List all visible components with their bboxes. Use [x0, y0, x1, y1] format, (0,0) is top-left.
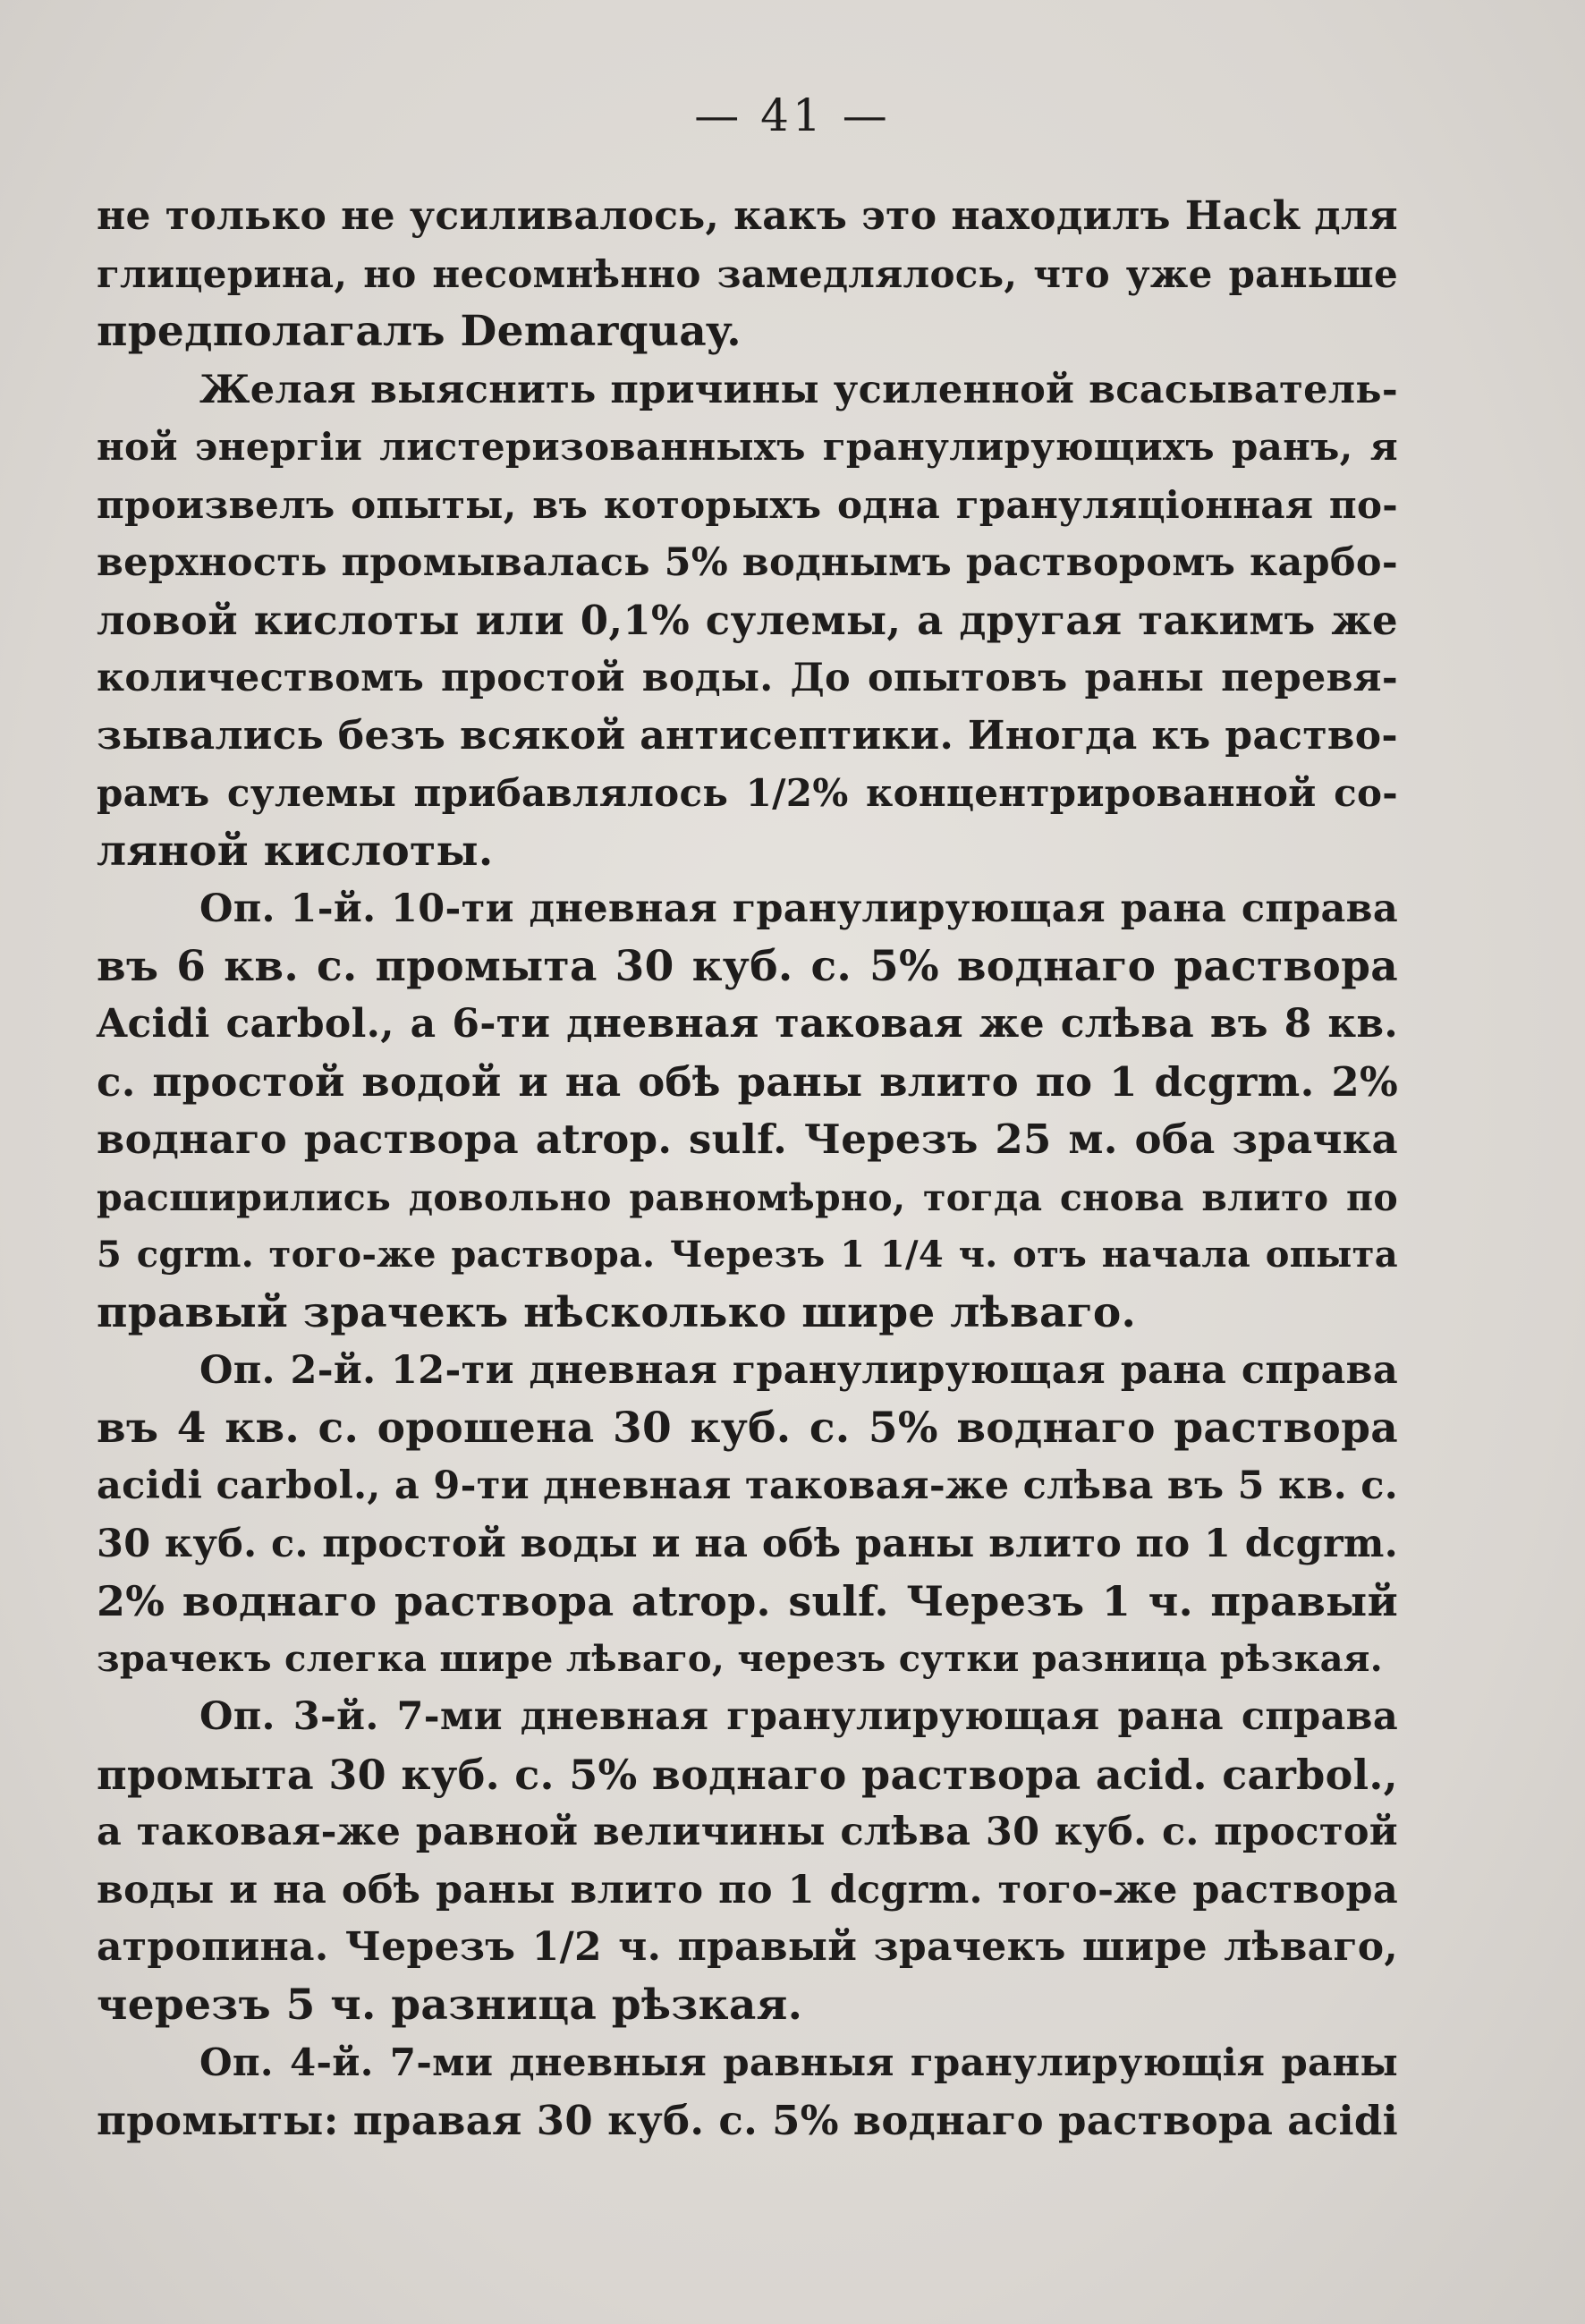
text-line: Оп. 4-й. 7-ми дневныя равныя гранулирующія раны — [199, 2040, 1398, 2084]
text-line: 2% воднаго раствора atrop. sulf. Черезъ 1 ч. правый — [97, 1577, 1398, 1625]
text-line: воднаго раствора atrop. sulf. Черезъ 25 м. оба зрачка — [97, 1115, 1398, 1163]
text-line: Оп. 1-й. 10-ти дневная гранулирующая рана справа — [199, 886, 1398, 931]
text-line: въ 4 кв. с. орошена 30 куб. с. 5% воднаго раствора — [97, 1403, 1398, 1453]
text-line: ловой кислоты или 0,1% сулемы, а другая такимъ же — [97, 596, 1398, 644]
page-number: — 41 — — [694, 89, 891, 141]
text-line: количествомъ простой воды. До опытовъ раны перевя- — [97, 656, 1398, 700]
text-line: зывались безъ всякой антисептики. Иногда къ раство- — [97, 712, 1398, 759]
text-line: 5 cgrm. того-же раствора. Черезъ 1 1/4 ч. отъ начала опыта — [97, 1234, 1398, 1276]
text-line: а таковая-же равной величины слѣва 30 куб. с. простой — [97, 1810, 1398, 1854]
text-line: произвелъ опыты, въ которыхъ одна грануляціонная по- — [97, 482, 1398, 527]
text-line: acidi carbol., а 9-ти дневная таковая-же слѣва въ 5 кв. с. — [97, 1463, 1398, 1508]
text-line: черезъ 5 ч. разница рѣзкая. — [97, 1980, 803, 2030]
text-line: ляной кислоты. — [97, 826, 494, 876]
text-line: 30 куб. с. простой воды и на обѣ раны влито по 1 dcgrm. — [97, 1521, 1398, 1566]
text-line: Acidi carbol., а 6-ти дневная таковая же слѣва въ 8 кв. — [97, 1001, 1398, 1047]
text-line: промыты: правая 30 куб. с. 5% воднаго раствора acidi — [97, 2096, 1398, 2144]
text-line: воды и на обѣ раны влито по 1 dcgrm. того-же раствора — [97, 1867, 1398, 1913]
text-line: рамъ сулемы прибавлялось 1/2% концентрированной со- — [97, 771, 1398, 815]
text-line: правый зрачекъ нѣсколько шире лѣваго. — [97, 1287, 1137, 1337]
text-line: расширились довольно равномѣрно, тогда снова влито по — [97, 1175, 1398, 1219]
text-line: Желая выяснить причины усиленной всасыватель- — [199, 367, 1398, 412]
text-line: глицерина, но несомнѣнно замедлялось, что уже раньше — [97, 251, 1398, 296]
text-line: зрачекъ слегка шире лѣваго, черезъ сутки разница рѣзкая. — [97, 1637, 1383, 1680]
text-line: с. простой водой и на обѣ раны влито по 1 dcgrm. 2% — [97, 1057, 1398, 1106]
body-text — [97, 188, 1398, 2150]
text-line: предполагалъ Demarquay. — [97, 307, 742, 356]
text-line: атропина. Черезъ 1/2 ч. правый зрачекъ шире лѣваго, — [97, 1924, 1398, 1970]
text-line: Оп. 3-й. 7-ми дневная гранулирующая рана справа — [199, 1694, 1398, 1739]
text-line: ной энергіи листеризованныхъ гранулирующихъ ранъ, я — [97, 425, 1398, 469]
text-line: въ 6 кв. с. промыта 30 куб. с. 5% воднаго раствора — [97, 941, 1398, 991]
text-line: не только не усиливалось, какъ это находилъ Hack для — [97, 193, 1398, 239]
text-line: верхность промывалась 5% воднымъ растворомъ карбо- — [97, 540, 1398, 585]
text-line: промыта 30 куб. с. 5% воднаго раствора acid. carbol., — [97, 1750, 1398, 1799]
text-line: Оп. 2-й. 12-ти дневная гранулирующая рана справа — [199, 1348, 1398, 1393]
